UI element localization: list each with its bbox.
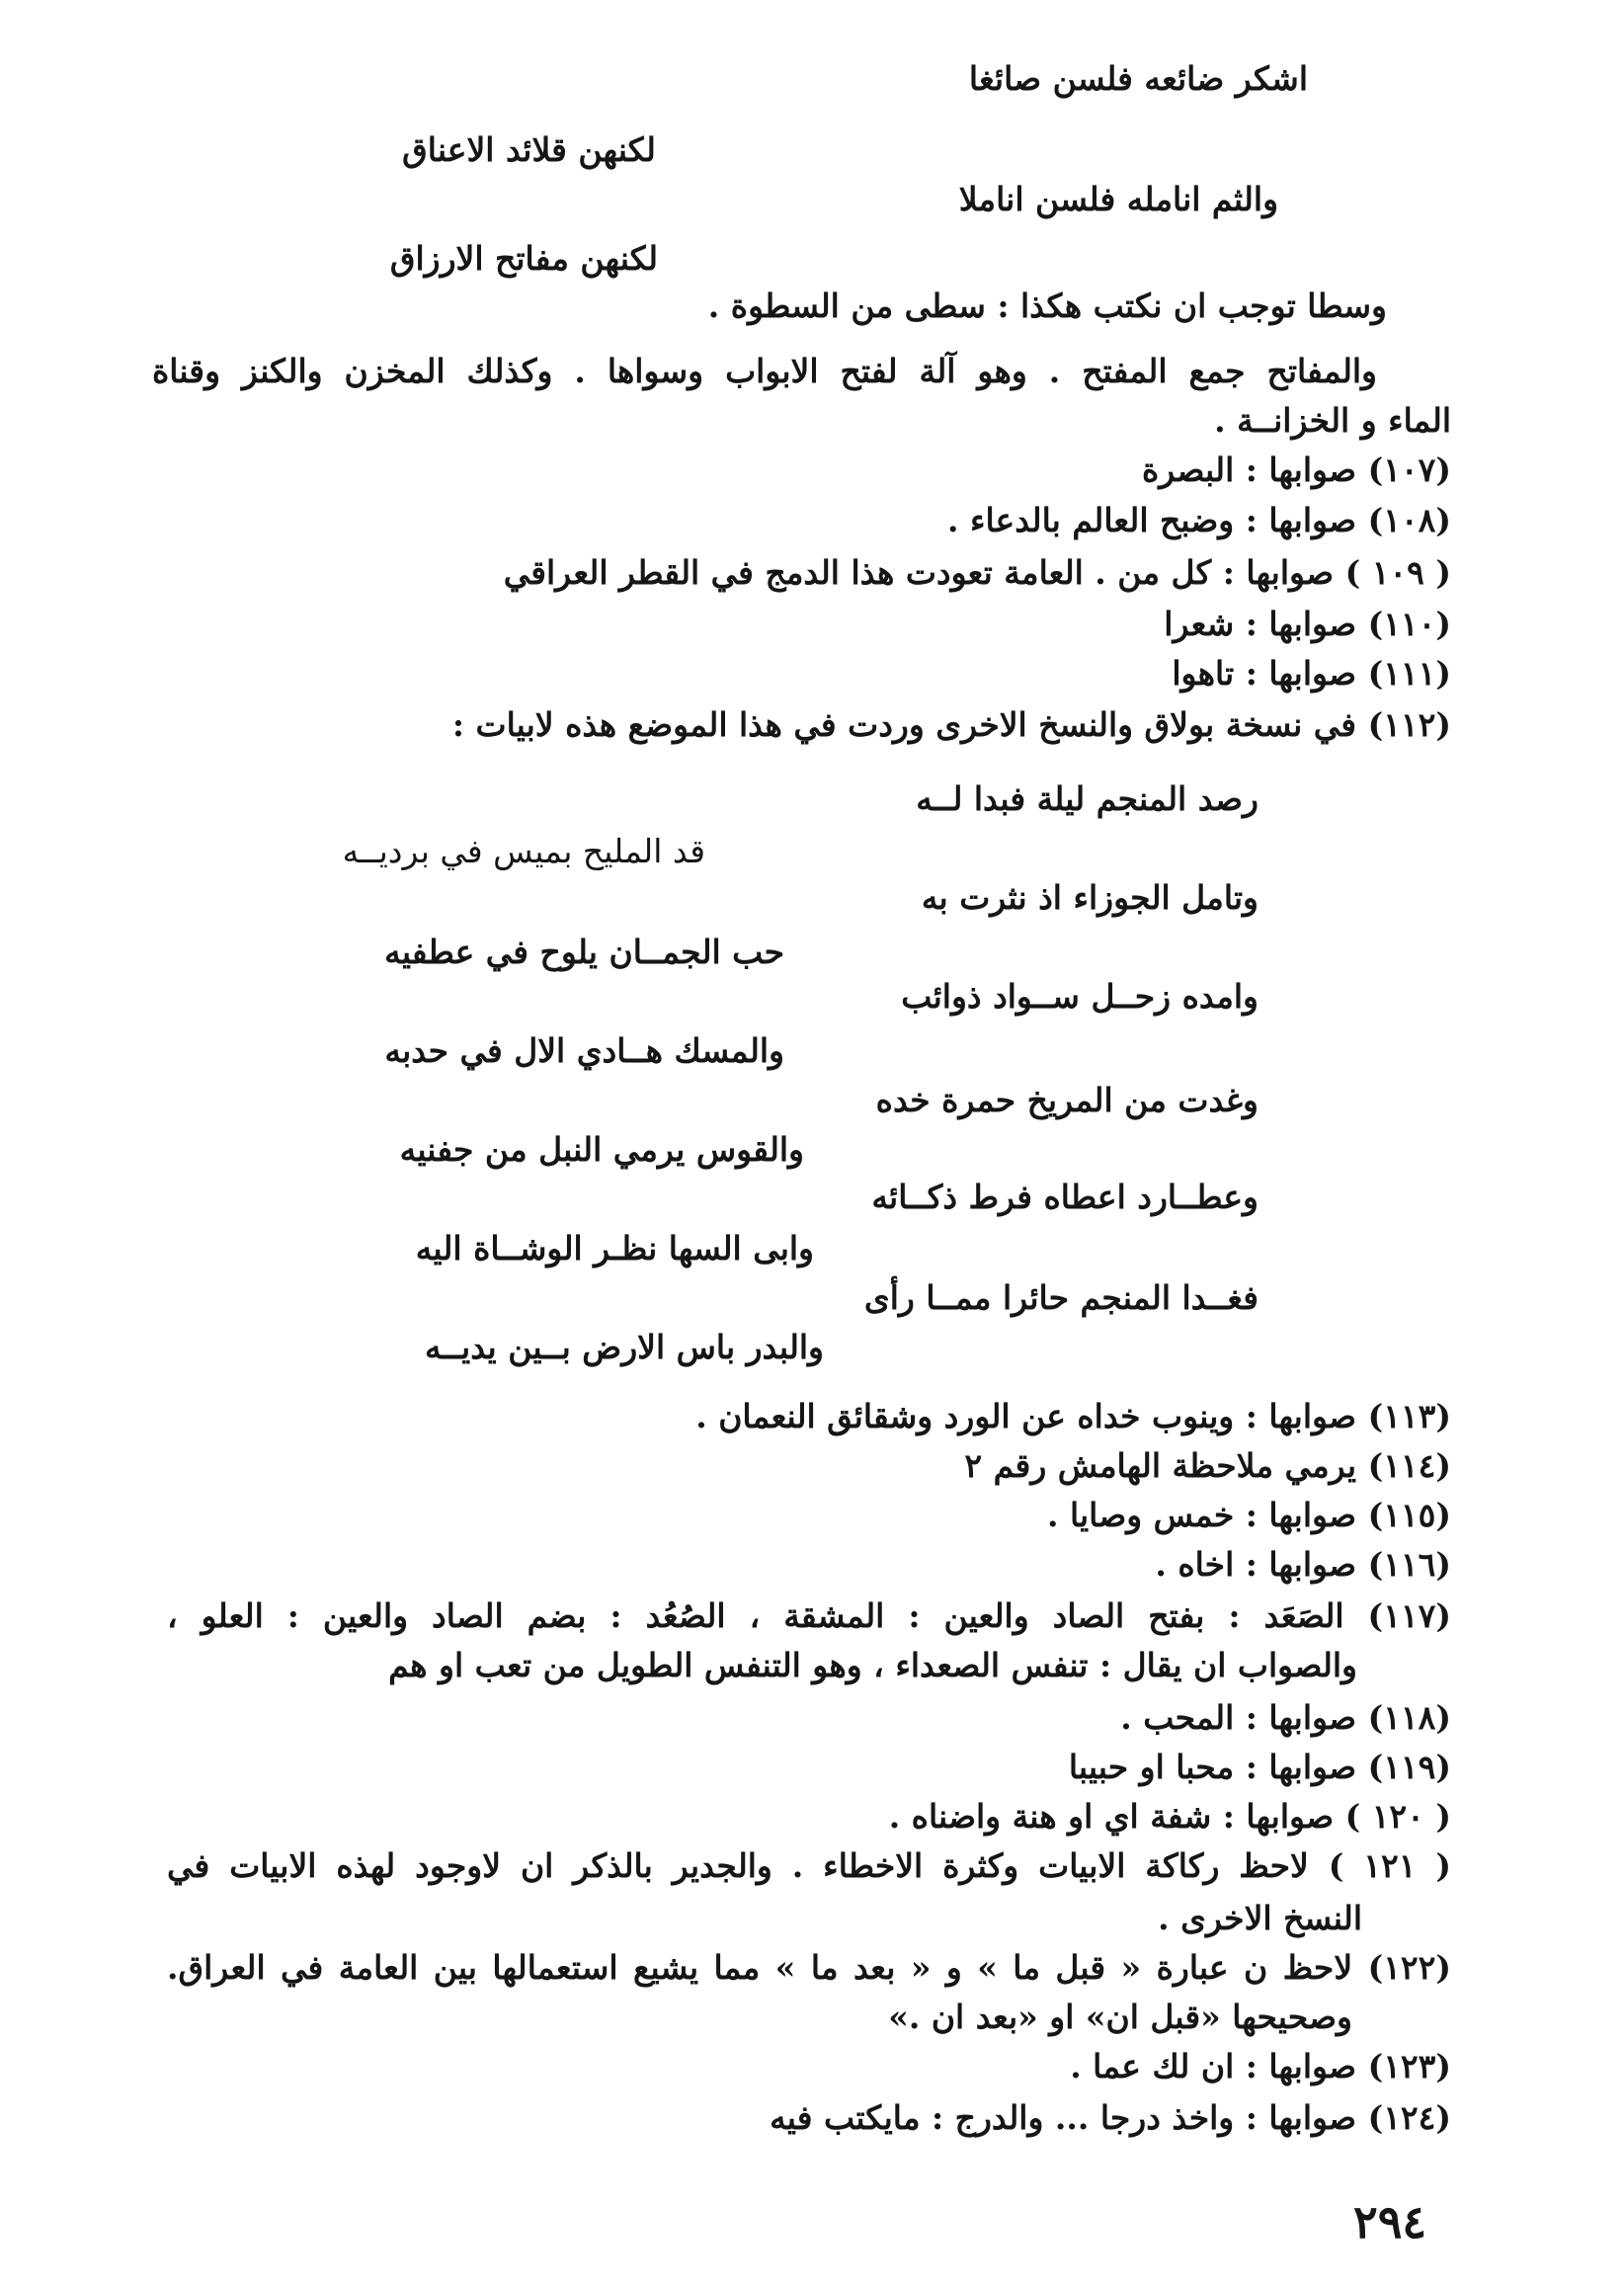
text-line: (١١٠) صوابها : شعرا: [1164, 605, 1451, 643]
verse-line: فغــدا المنجم حائرا ممــا رأى: [863, 1278, 1259, 1317]
text-line: لكنهن مفاتح الارزاق: [389, 239, 658, 278]
text-line: (١١٢) في نسخة بولاق والنسخ الاخرى وردت في هذا الموضع هذه لابيات :: [451, 705, 1451, 744]
text-line: ( ١٠٩ ) صوابها : كل من . العامة تعودت هذا الدمج في القطر العراقي: [503, 553, 1451, 592]
text-line: (١٠٨) صوابها : وضبح العالم بالدعاء .: [946, 501, 1451, 539]
verse-line: وغدت من المريخ حمرة خده: [875, 1081, 1259, 1119]
footnote-line: (١٢٤) صوابها : واخذ درجا ... والدرج : مايكتب فيه: [770, 2098, 1451, 2137]
footnote-line: (١١٥) صوابها : خمس وصايا .: [1046, 1496, 1451, 1534]
text-line: وسطا توجب ان نكتب هكذا : سطى من السطوة .: [707, 286, 1387, 325]
footnote-line: ( ١٢٠ ) صوابها : شفة اي او هنة واضناه .: [888, 1797, 1451, 1836]
text-line: لكنهن قلائد الاعناق: [402, 130, 656, 169]
verse-line: وتامل الجوزاء اذ نثرت به: [921, 878, 1259, 917]
verse-line: وامده زحــل ســواد ذوائب: [901, 977, 1259, 1016]
footnote-line: (١١٨) صوابها : المحب .: [1120, 1698, 1451, 1737]
verse-line: وابى السها نظـر الوشــاة اليه: [415, 1229, 814, 1267]
footnote-line: (١١٦) صوابها : اخاه .: [1155, 1545, 1451, 1584]
verse-line: والمسك هــادي الال في حدبه: [384, 1031, 784, 1070]
footnote-line: وصحيحها «قبل ان» او «بعد ان .»: [888, 1998, 1352, 2036]
verse-line: وعطــارد اعطاه فرط ذكــائه: [871, 1178, 1259, 1216]
verse-line: والبدر باس الارض بــين يديــه: [425, 1328, 824, 1366]
verse-line: رصد المنجم ليلة فبدا لــه: [916, 779, 1259, 818]
verse-line: والقوس يرمي النبل من جفنيه: [399, 1130, 804, 1169]
footnote-line: (١٢٢) لاحظ ن عبارة « قبل ما » و « بعد ما » مما يشيع استعمالها بين العامة في العراق.: [167, 1948, 1451, 1987]
footnote-line: النسخ الاخرى .: [1158, 1899, 1362, 1937]
text-line: والمفاتح جمع المفتح . وهو آلة لفتح الابواب وسواها . وكذلك المخزن والكنز وقناة: [152, 352, 1377, 390]
text-line: والثم انامله فلسن اناملا: [958, 180, 1278, 218]
footnote-line: (١٢٣) صوابها : ان لك عما .: [1070, 2047, 1451, 2085]
footnote-line: (١١٩) صوابها : محبا او حبيبا: [1068, 1748, 1451, 1786]
footnote-line: ( ١٢١ ) لاحظ ركاكة الابيات وكثرة الاخطاء . والجدير بالذكر ان لاوجود لهذه الابيات في: [167, 1846, 1451, 1885]
text-line: الماء و الخزانــة .: [1214, 401, 1451, 440]
footnote-line: (١١٧) الصَعَد : بفتح الصاد والعين : المشقة ، الصُعُد : بضم الصاد والعين : العلو ،: [167, 1596, 1451, 1635]
text-line: (١١١) صوابها : تاهوا: [1172, 654, 1451, 693]
footnote-line: والصواب ان يقال : تنفس الصعداء ، وهو التنفس الطويل من تعب او هم: [388, 1646, 1357, 1684]
verse-line: قد المليح بميس في برديــه: [342, 832, 705, 870]
page-number: ٢٩٤: [1353, 2195, 1427, 2248]
footnote-line: (١١٣) صوابها : وينوب خداه عن الورد وشقائق النعمان .: [695, 1397, 1451, 1435]
text-line: اشكر ضائعه فلسن صائغا: [968, 59, 1308, 98]
footnote-line: (١١٤) يرمي ملاحظة الهامش رقم ٢: [964, 1446, 1451, 1485]
verse-line: حب الجمــان يلوح في عطفيه: [384, 933, 784, 971]
text-line: (١٠٧) صوابها : البصرة: [1141, 450, 1451, 489]
